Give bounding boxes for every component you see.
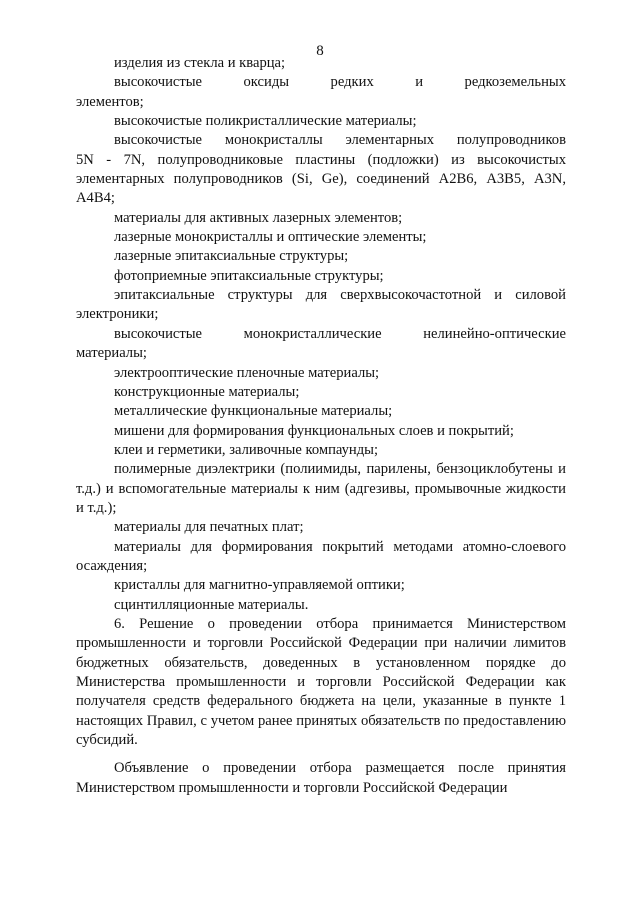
paragraph-text: материалы;: [76, 345, 147, 362]
list-item: [76, 131, 566, 208]
list-item: [76, 596, 566, 615]
paragraph-text: мишени для формирования функциональных слоев и покрытий;: [114, 422, 514, 439]
list-item: [76, 54, 566, 73]
paragraph-text: фотоприемные эпитаксиальные структуры;: [114, 267, 384, 284]
paragraph-text: лазерные монокристаллы и оптические элементы;: [114, 229, 427, 246]
paragraph-text: лазерные эпитаксиальные структуры;: [114, 248, 349, 265]
list-item: [76, 518, 566, 537]
list-item: [76, 325, 566, 364]
list-item: [76, 73, 566, 112]
list-item: [76, 112, 566, 131]
paragraph-text: 6. Решение о проведении отбора принимается Министерством промышленности и торговли Российской Федерации при наличии лимитов бюджетных обязательств, доведенных в установленном порядке до Министерства промышленности и торговли Российской Федерации как получателя средств федерального бюджета на цели, указанные в пункте 1 настоящих Правил, с учетом ранее принятых обязательств по предоставлению субсидий.: [76, 615, 566, 749]
list-item: [76, 228, 566, 247]
list-item: [76, 209, 566, 228]
list-item: [76, 364, 566, 383]
paragraph-text: металлические функциональные материалы;: [114, 403, 393, 420]
list-item: [76, 267, 566, 286]
list-item: [76, 383, 566, 402]
paragraph-text: материалы для печатных плат;: [114, 519, 304, 536]
paragraph-text: элементов;: [76, 93, 144, 110]
paragraph-text: конструкционные материалы;: [114, 383, 300, 400]
paragraph-text: сцинтилляционные материалы.: [114, 596, 309, 613]
document-body: [76, 54, 566, 798]
paragraph-text: кристаллы для магнитно-управляемой оптики;: [114, 577, 405, 594]
paragraph-text: высокочистые поликристаллические материалы;: [114, 113, 417, 130]
paragraph-text: изделия из стекла и кварца;: [114, 55, 286, 71]
list-item: [76, 247, 566, 266]
page-number: 8: [316, 43, 324, 59]
list-item: [76, 460, 566, 518]
list-item: [76, 538, 566, 577]
paragraph-first-line: высокочистые оксиды редких и редкоземельных: [114, 74, 566, 91]
list-item: [76, 422, 566, 441]
paragraph-text: материалы для активных лазерных элементов;: [114, 209, 403, 226]
paragraph-text: материалы для формирования покрытий методами атомно-слоевого осаждения;: [76, 538, 566, 574]
list-item: [76, 576, 566, 595]
list-item: [76, 441, 566, 460]
paragraph-text: клеи и герметики, заливочные компаунды;: [114, 441, 379, 458]
paragraph: [76, 615, 566, 750]
paragraph: [76, 759, 566, 798]
list-item: [76, 402, 566, 421]
paragraph-first-line: высокочистые монокристаллы элементарных полупроводников: [114, 132, 566, 149]
paragraph-text: электрооптические пленочные материалы;: [114, 364, 380, 381]
paragraph-text: 5N - 7N, полупроводниковые пластины (подложки) из высокочистых элементарных полупроводников (Si, Ge), соединений А2В6, А3В5, А3N, А4В4;: [76, 151, 566, 207]
list-item: [76, 286, 566, 325]
paragraph-text: эпитаксиальные структуры для сверхвысокочастотной и силовой электроники;: [76, 287, 566, 323]
paragraph-first-line: высокочистые монокристаллические нелинейно-оптические: [114, 325, 566, 342]
paragraph-text: Объявление о проведении отбора размещается после принятия Министерством промышленности и торговли Российской Федерации: [76, 760, 566, 796]
paragraph-text: полимерные диэлектрики (полиимиды, парилены, бензоциклобутены и т.д.) и вспомогательные материалы к ним (адгезивы, промывочные жидкости и т.д.);: [76, 461, 566, 516]
